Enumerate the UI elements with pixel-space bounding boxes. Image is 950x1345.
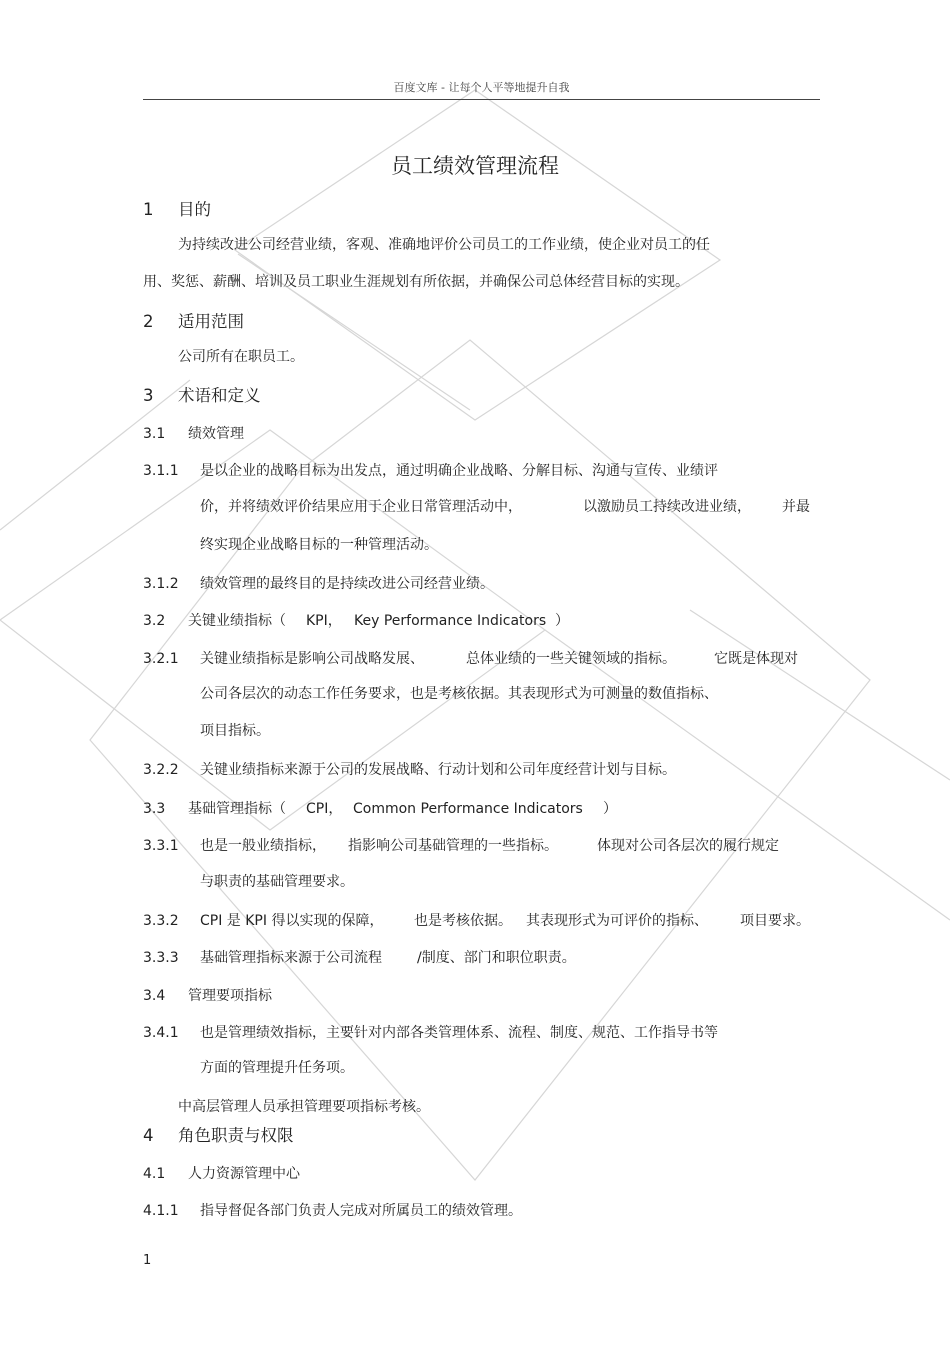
text-segment: 关键业绩指标是影响公司战略发展、 xyxy=(200,651,424,667)
text-segment: 其表现形式为可评价的指标、 xyxy=(526,913,708,929)
subsection-title: 管理要项指标 xyxy=(188,988,272,1004)
paragraph-line: 公司所有在职员工。 xyxy=(178,349,304,365)
text-segment: 项目要求。 xyxy=(740,913,810,929)
section-number: 1 xyxy=(143,200,154,219)
item-3-1-1-line-2 xyxy=(200,497,820,517)
term-english: Key Performance Indicators xyxy=(354,613,547,629)
item-3-1-1-line-3: 终实现企业战略目标的一种管理活动。 xyxy=(200,537,438,553)
subsection-number: 3.4 xyxy=(143,988,166,1004)
subsection-3-3-heading xyxy=(143,799,823,819)
text-segment: 价，并将绩效评价结果应用于企业日常管理活动中， xyxy=(200,499,522,515)
item-number: 3.3.2 xyxy=(143,913,179,929)
section-number: 4 xyxy=(143,1126,154,1145)
subsection-title: 绩效管理 xyxy=(188,426,244,442)
paragraph-line: 中高层管理人员承担管理要项指标考核。 xyxy=(178,1099,430,1115)
text-segment: 并最 xyxy=(782,499,810,515)
section-title: 角色职责与权限 xyxy=(178,1126,294,1145)
page-header xyxy=(143,80,820,100)
paragraph-line: 为持续改进公司经营业绩，客观、准确地评价公司员工的工作业绩，使企业对员工的任 xyxy=(178,237,710,253)
section-title: 目的 xyxy=(178,200,211,219)
item-3-2-1 xyxy=(143,649,823,669)
item-number: 3.1.1 xyxy=(143,463,179,479)
subsection-number: 3.1 xyxy=(143,426,166,442)
item-3-3-1-line-2: 与职责的基础管理要求。 xyxy=(200,874,354,890)
item-number: 3.4.1 xyxy=(143,1025,179,1041)
subsection-number: 4.1 xyxy=(143,1166,166,1182)
header-text: 百度文库 - 让每个人平等地提升自我 xyxy=(393,81,570,94)
page-number: 1 xyxy=(143,1253,152,1268)
text-segment: 基础管理指标来源于公司流程 xyxy=(200,950,382,966)
item-3-2-1-line-3: 项目指标。 xyxy=(200,723,270,739)
item-3-3-1 xyxy=(143,836,823,856)
text-segment: 指影响公司基础管理的一些指标。 xyxy=(348,838,558,854)
text-segment: CPI 是 KPI 得以实现的保障， xyxy=(200,913,384,929)
section-number: 3 xyxy=(143,386,154,405)
item-text: 指导督促各部门负责人完成对所属员工的绩效管理。 xyxy=(200,1203,522,1219)
text-segment: ） xyxy=(603,801,617,817)
item-text: 关键业绩指标来源于公司的发展战略、行动计划和公司年度经营计划与目标。 xyxy=(200,762,676,778)
section-number: 2 xyxy=(143,312,154,331)
subsection-title: 人力资源管理中心 xyxy=(188,1166,300,1182)
item-number: 3.1.2 xyxy=(143,576,179,592)
item-3-2-1-line-2: 公司各层次的动态工作任务要求，也是考核依据。其表现形式为可测量的数值指标、 xyxy=(200,686,718,702)
item-number: 3.2.1 xyxy=(143,651,179,667)
item-3-3-3 xyxy=(143,948,823,968)
abbreviation: KPI， xyxy=(306,613,342,629)
item-3-4-1-line-2: 方面的管理提升任务项。 xyxy=(200,1060,354,1076)
abbreviation: CPI， xyxy=(306,801,343,817)
paragraph-line: 用、奖惩、薪酬、培训及员工职业生涯规划有所依据，并确保公司总体经营目标的实现。 xyxy=(143,274,689,290)
item-3-3-2 xyxy=(143,911,823,931)
subsection-number: 3.2 xyxy=(143,613,166,629)
text-segment: 以激励员工持续改进业绩， xyxy=(583,499,751,515)
section-title: 术语和定义 xyxy=(178,386,261,405)
item-number: 4.1.1 xyxy=(143,1203,179,1219)
subsection-title: 基础管理指标（ xyxy=(188,801,286,817)
text-segment: 体现对公司各层次的履行规定 xyxy=(597,838,779,854)
subsection-title: 关键业绩指标（ xyxy=(188,613,286,629)
item-number: 3.3.3 xyxy=(143,950,179,966)
item-text: 绩效管理的最终目的是持续改进公司经营业绩。 xyxy=(200,576,494,592)
text-segment: ） xyxy=(555,613,569,629)
term-english: Common Performance Indicators xyxy=(353,801,583,817)
text-segment: 总体业绩的一些关键领域的指标。 xyxy=(466,651,676,667)
item-number: 3.2.2 xyxy=(143,762,179,778)
text-segment: /制度、部门和职位职责。 xyxy=(417,950,576,966)
section-title: 适用范围 xyxy=(178,312,244,331)
text-segment: 也是考核依据。 xyxy=(414,913,512,929)
text-segment: 也是一般业绩指标， xyxy=(200,838,326,854)
subsection-number: 3.3 xyxy=(143,801,166,817)
text-segment: 它既是体现对 xyxy=(714,651,798,667)
item-text: 也是管理绩效指标，主要针对内部各类管理体系、流程、制度、规范、工作指导书等 xyxy=(200,1025,718,1041)
item-number: 3.3.1 xyxy=(143,838,179,854)
item-text: 是以企业的战略目标为出发点，通过明确企业战略、分解目标、沟通与宣传、业绩评 xyxy=(200,463,718,479)
document-title: 员工绩效管理流程 xyxy=(391,154,559,178)
subsection-3-2-heading xyxy=(143,611,823,631)
